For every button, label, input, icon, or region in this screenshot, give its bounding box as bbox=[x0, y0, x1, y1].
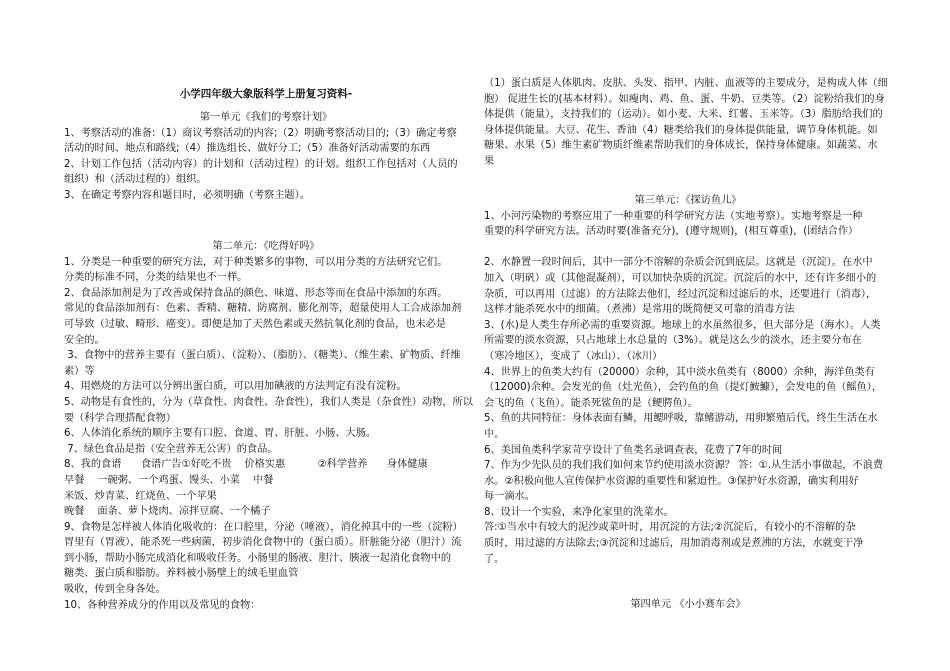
text-line: 3、在确定考察内容和题目时，必须明确（考察主题）。 bbox=[64, 189, 310, 201]
text-line: 到小肠，帮助小肠完成消化和吸收任务。小肠里的肠液、胆汁、胰液一起消化食物中的 bbox=[64, 552, 452, 564]
text-line: 会飞的鱼（飞鱼）。能杀死鲨鱼的是（鲠腭鱼）。 bbox=[484, 397, 698, 409]
text-line: 4、用燃烧的方法可以分辨出蛋白质，可以用加碘液的方法判定有没有淀粉。 bbox=[64, 381, 407, 393]
text-line: 每一滴水。 bbox=[484, 491, 535, 503]
text-line: 答:①当水中有较大的泥沙或菜叶时，用沉淀的方法;②沉淀后，有较小的不溶解的杂 bbox=[484, 522, 856, 534]
document-title: 小学四年级大象版科学上册复习资料- bbox=[179, 88, 353, 100]
text-line: 常见的食品添加剂有：色素、香精、糖精、防腐剂、膨化剂等，超量使用人工合成添加剂 bbox=[64, 303, 462, 315]
text-line: 7、绿色食品是指（安全营养无公害）的食品。 bbox=[64, 443, 278, 455]
text-line: 8、设计一个实验，来净化家里的洗菜水。 bbox=[484, 506, 674, 518]
text-line: 可导致（过敏、畸形、癌变）。即便是加了天然色素或天然抗氧化剂的食品，也未必是 bbox=[64, 318, 447, 330]
text-line: 这样才能杀死水中的细菌。（煮沸）是常用的既简便又可靠的消毒方法 bbox=[484, 304, 795, 316]
unit3-body bbox=[484, 209, 892, 568]
text-line: 糖类、蛋白质和脂肪。养料被小肠壁上的绒毛里血管 bbox=[64, 568, 299, 580]
text-line: 要（科学合理搭配食物） bbox=[64, 412, 177, 424]
text-line: 了。 bbox=[484, 553, 505, 565]
text-line: 1、考察活动的准备:（1）商议考察活动的内容;（2）明确考察活动目的;（3）确定考察 bbox=[64, 127, 457, 139]
unit3-heading: 第三单元：《探访鱼儿》 bbox=[634, 195, 742, 206]
unit2-section bbox=[64, 239, 473, 613]
text-line: 晚餐 面条、萝卜烧肉、凉拌豆腐、一个橘子 bbox=[64, 506, 271, 518]
text-line: 身体提供能量。大豆、花生、香油（4）糖类给我们的身体提供能量，调节身体机能。如 bbox=[484, 124, 878, 136]
nutrition-section bbox=[484, 76, 892, 170]
text-line: 胃里有（胃液），能杀死一些病菌，初步消化食物中的（蛋白质）。肝脏能分泌（胆汁）流 bbox=[64, 537, 462, 549]
text-line: （寒冷地区），变成了（冰山）、（冰川） bbox=[484, 350, 663, 362]
text-line: 米饭、炒青菜、红烧鱼、一个苹果 bbox=[64, 490, 217, 502]
text-line: 重要的科学研究方法。活动时要(准备充分)，(遵守规则)，(相互尊重)，(团结合作） bbox=[484, 226, 859, 238]
text-line: 10、各种营养成分的作用以及常见的食物： bbox=[64, 599, 261, 611]
text-line: 6、人体消化系统的顺序主要有口腔、食道、胃、肝脏、小肠、大肠。 bbox=[64, 428, 377, 440]
unit4-section bbox=[484, 597, 892, 613]
text-line: 果 bbox=[484, 155, 495, 167]
text-line: 吸收，传到全身各处。 bbox=[64, 584, 166, 596]
unit4-heading: 第四单元 《小小赛车会》 bbox=[630, 599, 746, 610]
text-line: 糖果、水果（5）维生素矿物质纤维素帮助我们的身体成长，保持身体健康。如蔬菜、水 bbox=[484, 140, 878, 152]
unit3-section bbox=[484, 193, 892, 567]
text-line: 组织）和（活动过程的）组织。 bbox=[64, 174, 207, 186]
unit1-section bbox=[64, 110, 468, 204]
text-line: 6、美国鱼类科学家苛亨设计了鱼类名录调查表，花费了7年的时间 bbox=[484, 444, 783, 456]
unit2-body bbox=[64, 255, 473, 614]
text-line: 9、食物是怎样被人体消化吸收的：在口腔里，分泌（唾液），消化掉其中的一些（淀粉） bbox=[64, 521, 463, 533]
text-line: 1、分类是一种重要的研究方法，对于种类繁多的事物，可以用分类的方法研究它们。 bbox=[64, 256, 448, 268]
text-line: 早餐 一碗粥、一个鸡蛋、馒头、小菜 中餐 bbox=[64, 474, 274, 486]
text-line: 7、作为少先队员的我们我们如何来节约使用淡水资源？ 答：①.从生活小事做起，不浪费 bbox=[484, 460, 884, 472]
text-line: （1）蛋白质是人体肌肉、皮肤、头发、指甲、内脏、血液等的主要成分，是构成人体（细 bbox=[484, 78, 888, 89]
text-line: 素）等 bbox=[64, 365, 95, 377]
unit1-body bbox=[64, 126, 468, 204]
text-line: 8、我的食谱 食谱广告①好吃不贵 价格实惠 ②科学营养 身体健康 bbox=[64, 459, 428, 471]
text-line: 体提供（能量），支持我们的（运动）。如小麦、大米、红薯、玉米等。（3）脂肪给我们的 bbox=[484, 109, 883, 121]
text-line: 质时，用过滤的方法除去;③沉淀和过滤后，用加消毒剂或是煮沸的方法，水就变干净 bbox=[484, 538, 864, 550]
text-line: 安全的。 bbox=[64, 334, 105, 346]
text-line: 活动的时间、地点和路线;（4）推选组长、做好分工;（5）准备好活动需要的东西 bbox=[64, 143, 431, 155]
text-line: 分类的标准不同，分类的结果也不一样。 bbox=[64, 272, 248, 284]
unit1-heading: 第一单元《我们的考察计划》 bbox=[199, 112, 333, 123]
text-line: 2、食品添加剂是为了改善或保持食品的颜色、味道、形态等而在食品中添加的东西。 bbox=[64, 287, 448, 299]
text-line: 4、世界上的鱼类大约有（20000）余种，其中淡水鱼类有（8000）余种，海洋鱼类有 bbox=[484, 366, 875, 378]
text-line: 杂质，可以再用（过滤）的方法除去他们，经过沉淀和过滤后的水，还要进行（消毒）， bbox=[484, 288, 877, 300]
text-line: 中。 bbox=[484, 428, 505, 440]
unit2-heading: 第二单元：《吃得好吗》 bbox=[212, 241, 320, 252]
text-line: 5、动物是有食性的，分为（草食性、肉食性、杂食性），我们人类是（杂食性）动物，所以 bbox=[64, 396, 473, 408]
text-line: 3、食物中的营养主要有（蛋白质）、（淀粉）、（脂肪）、（糖类）、（维生素、矿物质、纤维 bbox=[64, 350, 461, 362]
text-line: 5、鱼的共同特征：身体表面有鳞，用鳃呼吸，靠鳍游动，用卵繁殖后代，终生生活在水 bbox=[484, 413, 878, 425]
text-line: 胞） 促进生长的(基本材料）。如瘦肉、鸡、鱼、蛋、牛奶、豆类等。（2）淀粉给我们的身 bbox=[484, 93, 885, 105]
text-line: （12000)余种。会发光的鱼（灶光鱼），会钓鱼的鱼（提灯鮟鱇），会发电的鱼（鳐鱼）， bbox=[484, 382, 883, 394]
nutrition-body bbox=[484, 76, 892, 170]
text-line: 3、(水)是人类生存所必需的重要资源。地球上的水虽然很多，但大部分是（海水）。人类 bbox=[484, 319, 881, 331]
text-line: 1、小河污染物的考察应用了一种重要的科学研究方法（实地考察）。实地考察是一种 bbox=[484, 210, 863, 222]
text-line: 所需要的淡水资源，只占地球上水总量的（3%）。就是这么少的淡水，还主要分布在 bbox=[484, 335, 862, 347]
text-line: 水。②积极向他人宣传保护水资源的重要性和紧迫性。③保护好水资源，确实利用好 bbox=[484, 475, 859, 487]
text-line: 2、水静置一段时间后，其中一部分不溶解的杂质会沉到底层。这就是（沉淀）。在水中 bbox=[484, 257, 873, 269]
text-line: 加入（明矾）或（其他混凝剂），可以加快杂质的沉淀。沉淀后的水中，还有许多细小的 bbox=[484, 272, 877, 284]
text-line bbox=[484, 240, 892, 256]
text-line: 2、计划工作包括（活动内容）的计划和（活动过程）的计划。组织工作包括对（人员的 bbox=[64, 158, 458, 170]
